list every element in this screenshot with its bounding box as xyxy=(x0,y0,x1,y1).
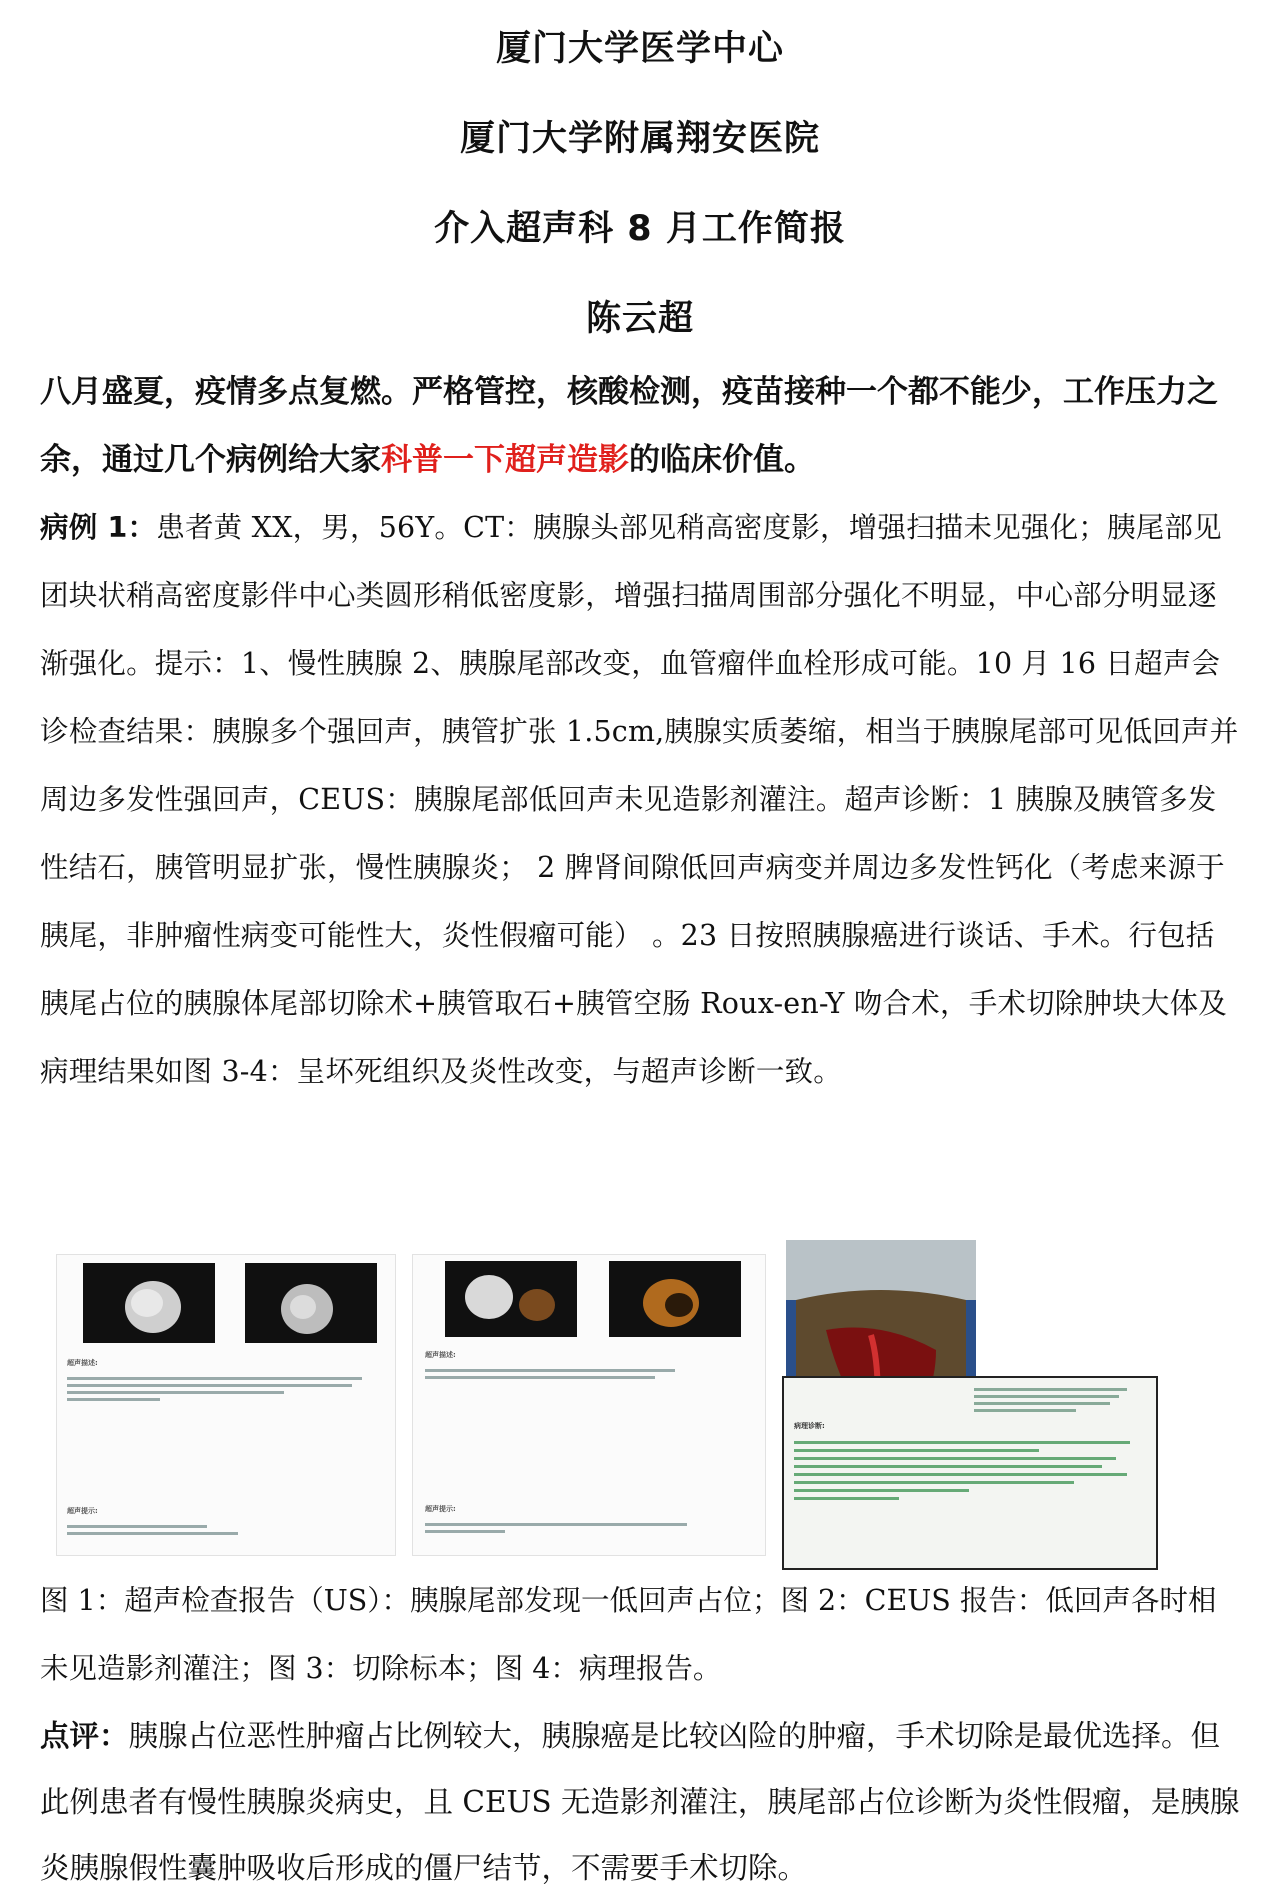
ceus-image-left xyxy=(445,1261,577,1337)
case-1-label: 病例 1： xyxy=(40,511,157,544)
fig1-hint-label: 超声提示: xyxy=(67,1507,98,1515)
intro-highlight: 科普一下超声造影 xyxy=(381,442,629,478)
us-scan-graphic xyxy=(83,1263,215,1343)
fig1-desc-label: 超声描述: xyxy=(67,1359,98,1367)
fig2-desc-label: 超声描述: xyxy=(425,1351,456,1359)
figure-strip xyxy=(0,1240,1280,1570)
fig1-desc-lines xyxy=(67,1373,377,1405)
us-image-left xyxy=(83,1263,215,1343)
us-scan-graphic-2 xyxy=(245,1263,377,1343)
case-1-text: 患者黄 XX，男，56Y。CT：胰腺头部见稍高密度影，增强扫描未见强化；胰尾部见团块状稍高密度影伴中心类圆形稍低密度影，增强扫描周围部分强化不明显，中心部分明显逐渐强化。提示：1、慢性胰腺 2、胰腺尾部改变，血管瘤伴血栓形成可能。10 月 16 日超声会诊检查结果：胰腺多个强回声，胰管扩张 1.5cm,胰腺实质萎缩，相当于胰腺尾部可见低回声并周边多发性强回声，CEUS：胰腺尾部低回声未见造影剂灌注。超声诊断：1 胰腺及胰管多发性结石，胰管明显扩张，慢性胰腺炎； 2 脾肾间隙低回声病变并周边多发性钙化（考虑来源于胰尾，非肿瘤性病变可能性大，炎性假瘤可能） 。23 日按照胰腺癌进行谈话、手术。行包括胰尾占位的胰腺体尾部切除术+胰管取石+胰管空肠 Roux-en-Y 吻合术，手术切除肿块大体及病理结果如图 3-4：呈坏死组织及炎性改变，与超声诊断一致。 xyxy=(40,511,1239,1088)
institution-title: 厦门大学医学中心 xyxy=(495,29,784,69)
figure-caption: 图 1：超声检查报告（US）：胰腺尾部发现一低回声占位；图 2：CEUS 报告：低回声各时相未见造影剂灌注；图 3：切除标本；图 4：病理报告。 xyxy=(40,1584,1217,1685)
intro-text-end: 的临床价值。 xyxy=(629,442,815,478)
figure-2-ceus-report xyxy=(412,1254,766,1556)
report-headings xyxy=(0,10,1280,370)
case-1-paragraph xyxy=(40,494,1240,1106)
intro-text: 八月盛夏，疫情多点复燃。严格管控，核酸检测，疫苗接种一个都不能少，工作压力之余，通过几个病例给大家 xyxy=(40,374,1218,478)
fig4-label: 病理诊断: xyxy=(794,1422,825,1430)
comment-paragraph xyxy=(40,1703,1240,1901)
figure-4-pathology-report xyxy=(782,1376,1158,1570)
author-name: 陈云超 xyxy=(585,299,694,339)
comment-label: 点评： xyxy=(40,1719,129,1753)
ceus-image-right xyxy=(609,1261,741,1337)
fig1-hint-lines xyxy=(67,1521,377,1539)
figure-1-us-report xyxy=(56,1254,396,1556)
comment-text: 胰腺占位恶性肿瘤占比例较大，胰腺癌是比较凶险的肿瘤，手术切除是最优选择。但此例患者有慢性胰腺炎病史，且 CEUS 无造影剂灌注，胰尾部占位诊断为炎性假瘤，是胰腺炎胰腺假性囊肿吸收后形成的僵尸结节，不需要手术切除。 xyxy=(40,1719,1240,1885)
fig4-body-lines xyxy=(794,1436,1144,1505)
hospital-title: 厦门大学附属翔安医院 xyxy=(459,119,820,159)
us-image-right xyxy=(245,1263,377,1343)
fig2-hint-label: 超声提示: xyxy=(425,1505,456,1513)
fig2-hint-lines xyxy=(425,1519,745,1537)
fig4-top-lines xyxy=(974,1384,1144,1416)
intro-paragraph xyxy=(40,358,1240,494)
ceus-scan-graphic-2 xyxy=(609,1261,741,1337)
report-title: 介入超声科 8 月工作简报 xyxy=(434,209,846,249)
fig2-desc-lines xyxy=(425,1365,745,1383)
ceus-scan-graphic xyxy=(445,1261,577,1337)
